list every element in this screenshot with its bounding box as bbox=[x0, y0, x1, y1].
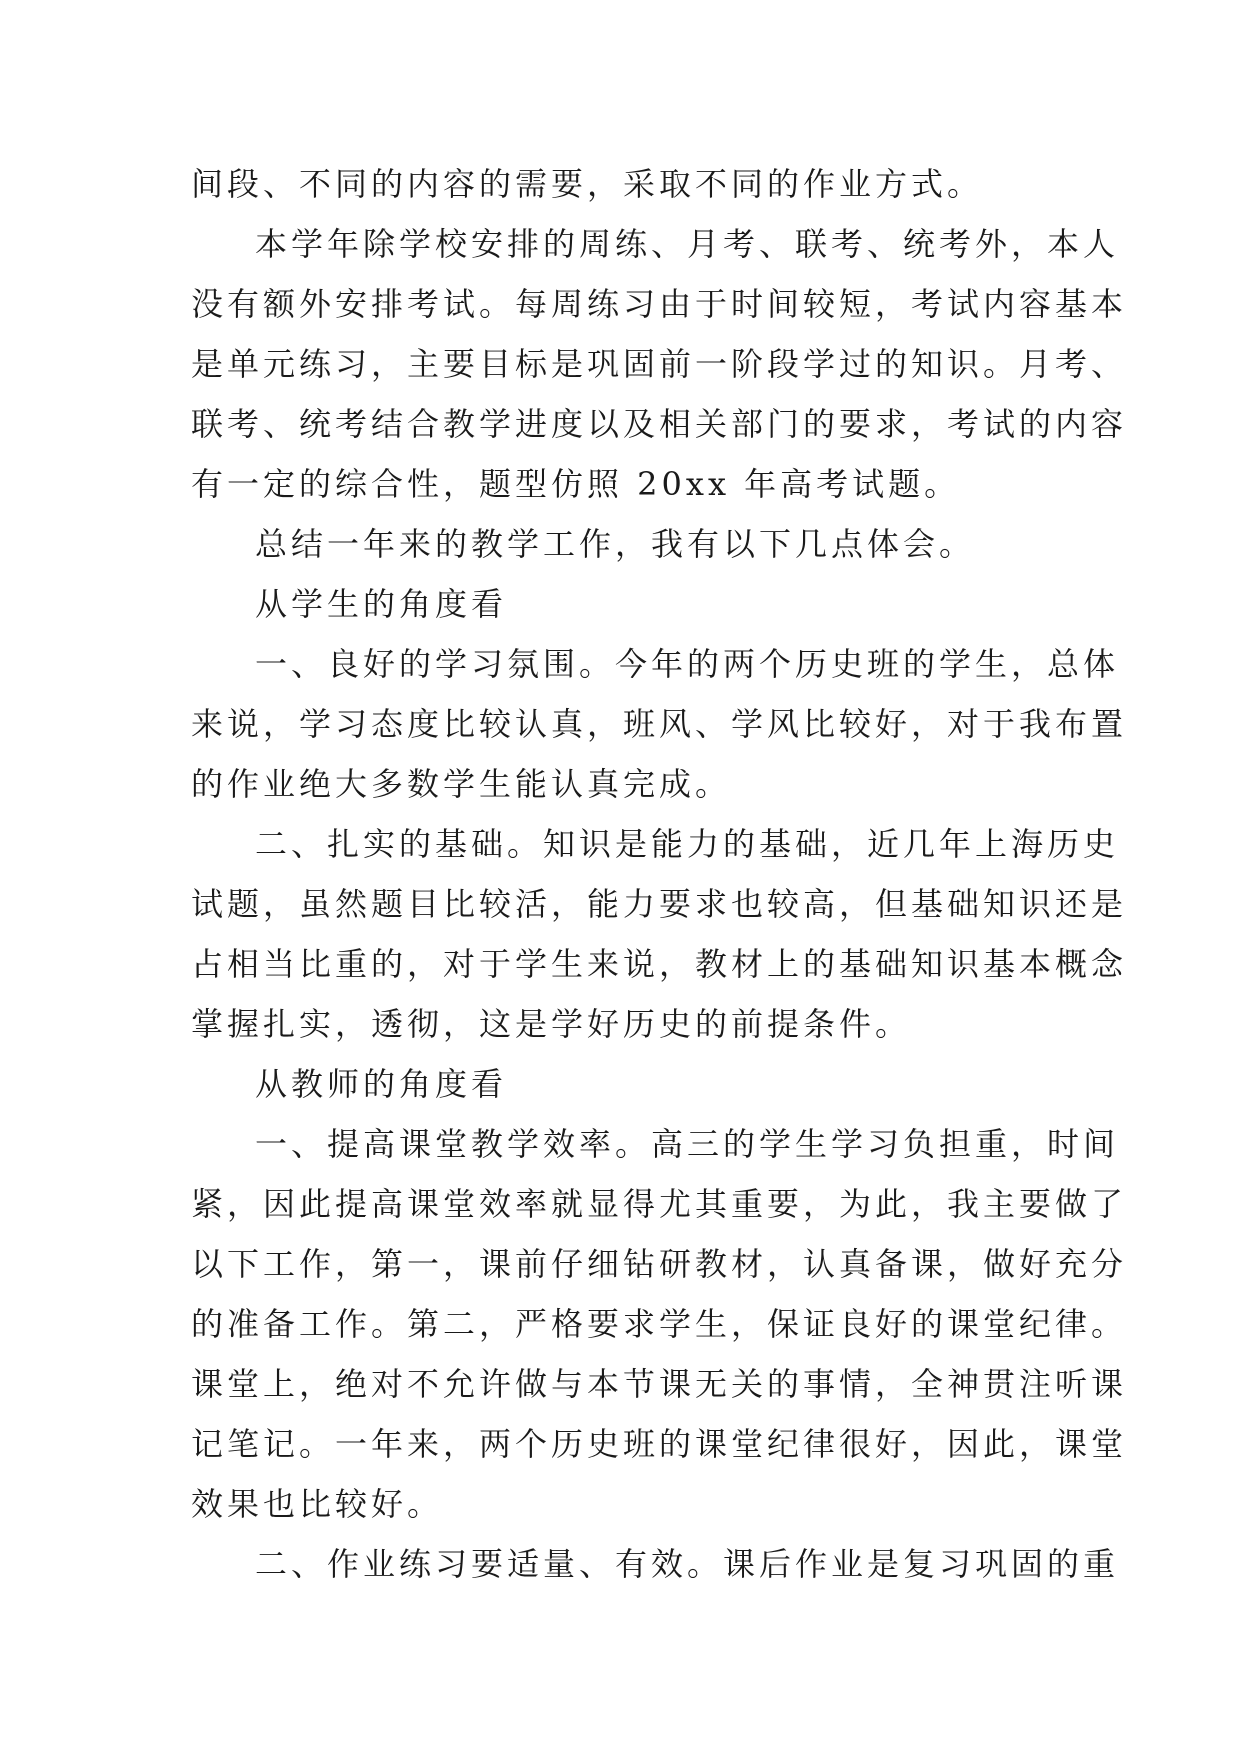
text-line: 记笔记。一年来，两个历史班的课堂纪律很好，因此，课堂 bbox=[191, 1425, 1128, 1463]
text-line: 一、提高课堂教学效率。高三的学生学习负担重，时间 bbox=[255, 1125, 1120, 1163]
text-line: 是单元练习，主要目标是巩固前一阶段学过的知识。月考、 bbox=[191, 345, 1128, 383]
text-line: 没有额外安排考试。每周练习由于时间较短，考试内容基本 bbox=[191, 285, 1128, 323]
text-line: 一、良好的学习氛围。今年的两个历史班的学生，总体 bbox=[255, 645, 1120, 683]
text-line: 的准备工作。第二，严格要求学生，保证良好的课堂纪律。 bbox=[191, 1305, 1128, 1343]
text-line: 紧，因此提高课堂效率就显得尤其重要，为此，我主要做了 bbox=[191, 1185, 1128, 1223]
section-heading: 从学生的角度看 bbox=[255, 585, 508, 623]
text-line: 间段、不同的内容的需要，采取不同的作业方式。 bbox=[191, 165, 984, 203]
text-line: 联考、统考结合教学进度以及相关部门的要求，考试的内容 bbox=[191, 405, 1128, 443]
text-line: 以下工作，第一，课前仔细钻研教材，认真备课，做好充分 bbox=[191, 1245, 1128, 1283]
section-heading: 从教师的角度看 bbox=[255, 1065, 508, 1103]
text-line: 来说，学习态度比较认真，班风、学风比较好，对于我布置 bbox=[191, 705, 1128, 743]
text-line: 课堂上，绝对不允许做与本节课无关的事情，全神贯注听课 bbox=[191, 1365, 1128, 1403]
text-line: 二、扎实的基础。知识是能力的基础，近几年上海历史 bbox=[255, 825, 1120, 863]
text-line: 占相当比重的，对于学生来说，教材上的基础知识基本概念 bbox=[191, 945, 1128, 983]
text-line: 效果也比较好。 bbox=[191, 1485, 444, 1523]
text-line: 试题，虽然题目比较活，能力要求也较高，但基础知识还是 bbox=[191, 885, 1128, 923]
text-line: 掌握扎实，透彻，这是学好历史的前提条件。 bbox=[191, 1005, 912, 1043]
text-line: 本学年除学校安排的周练、月考、联考、统考外，本人 bbox=[255, 225, 1120, 263]
text-line: 有一定的综合性，题型仿照 20xx 年高考试题。 bbox=[191, 465, 961, 503]
text-line: 的作业绝大多数学生能认真完成。 bbox=[191, 765, 732, 803]
document-body bbox=[191, 154, 1128, 1594]
text-line: 总结一年来的教学工作，我有以下几点体会。 bbox=[255, 525, 976, 563]
text-line: 二、作业练习要适量、有效。课后作业是复习巩固的重 bbox=[255, 1545, 1120, 1583]
